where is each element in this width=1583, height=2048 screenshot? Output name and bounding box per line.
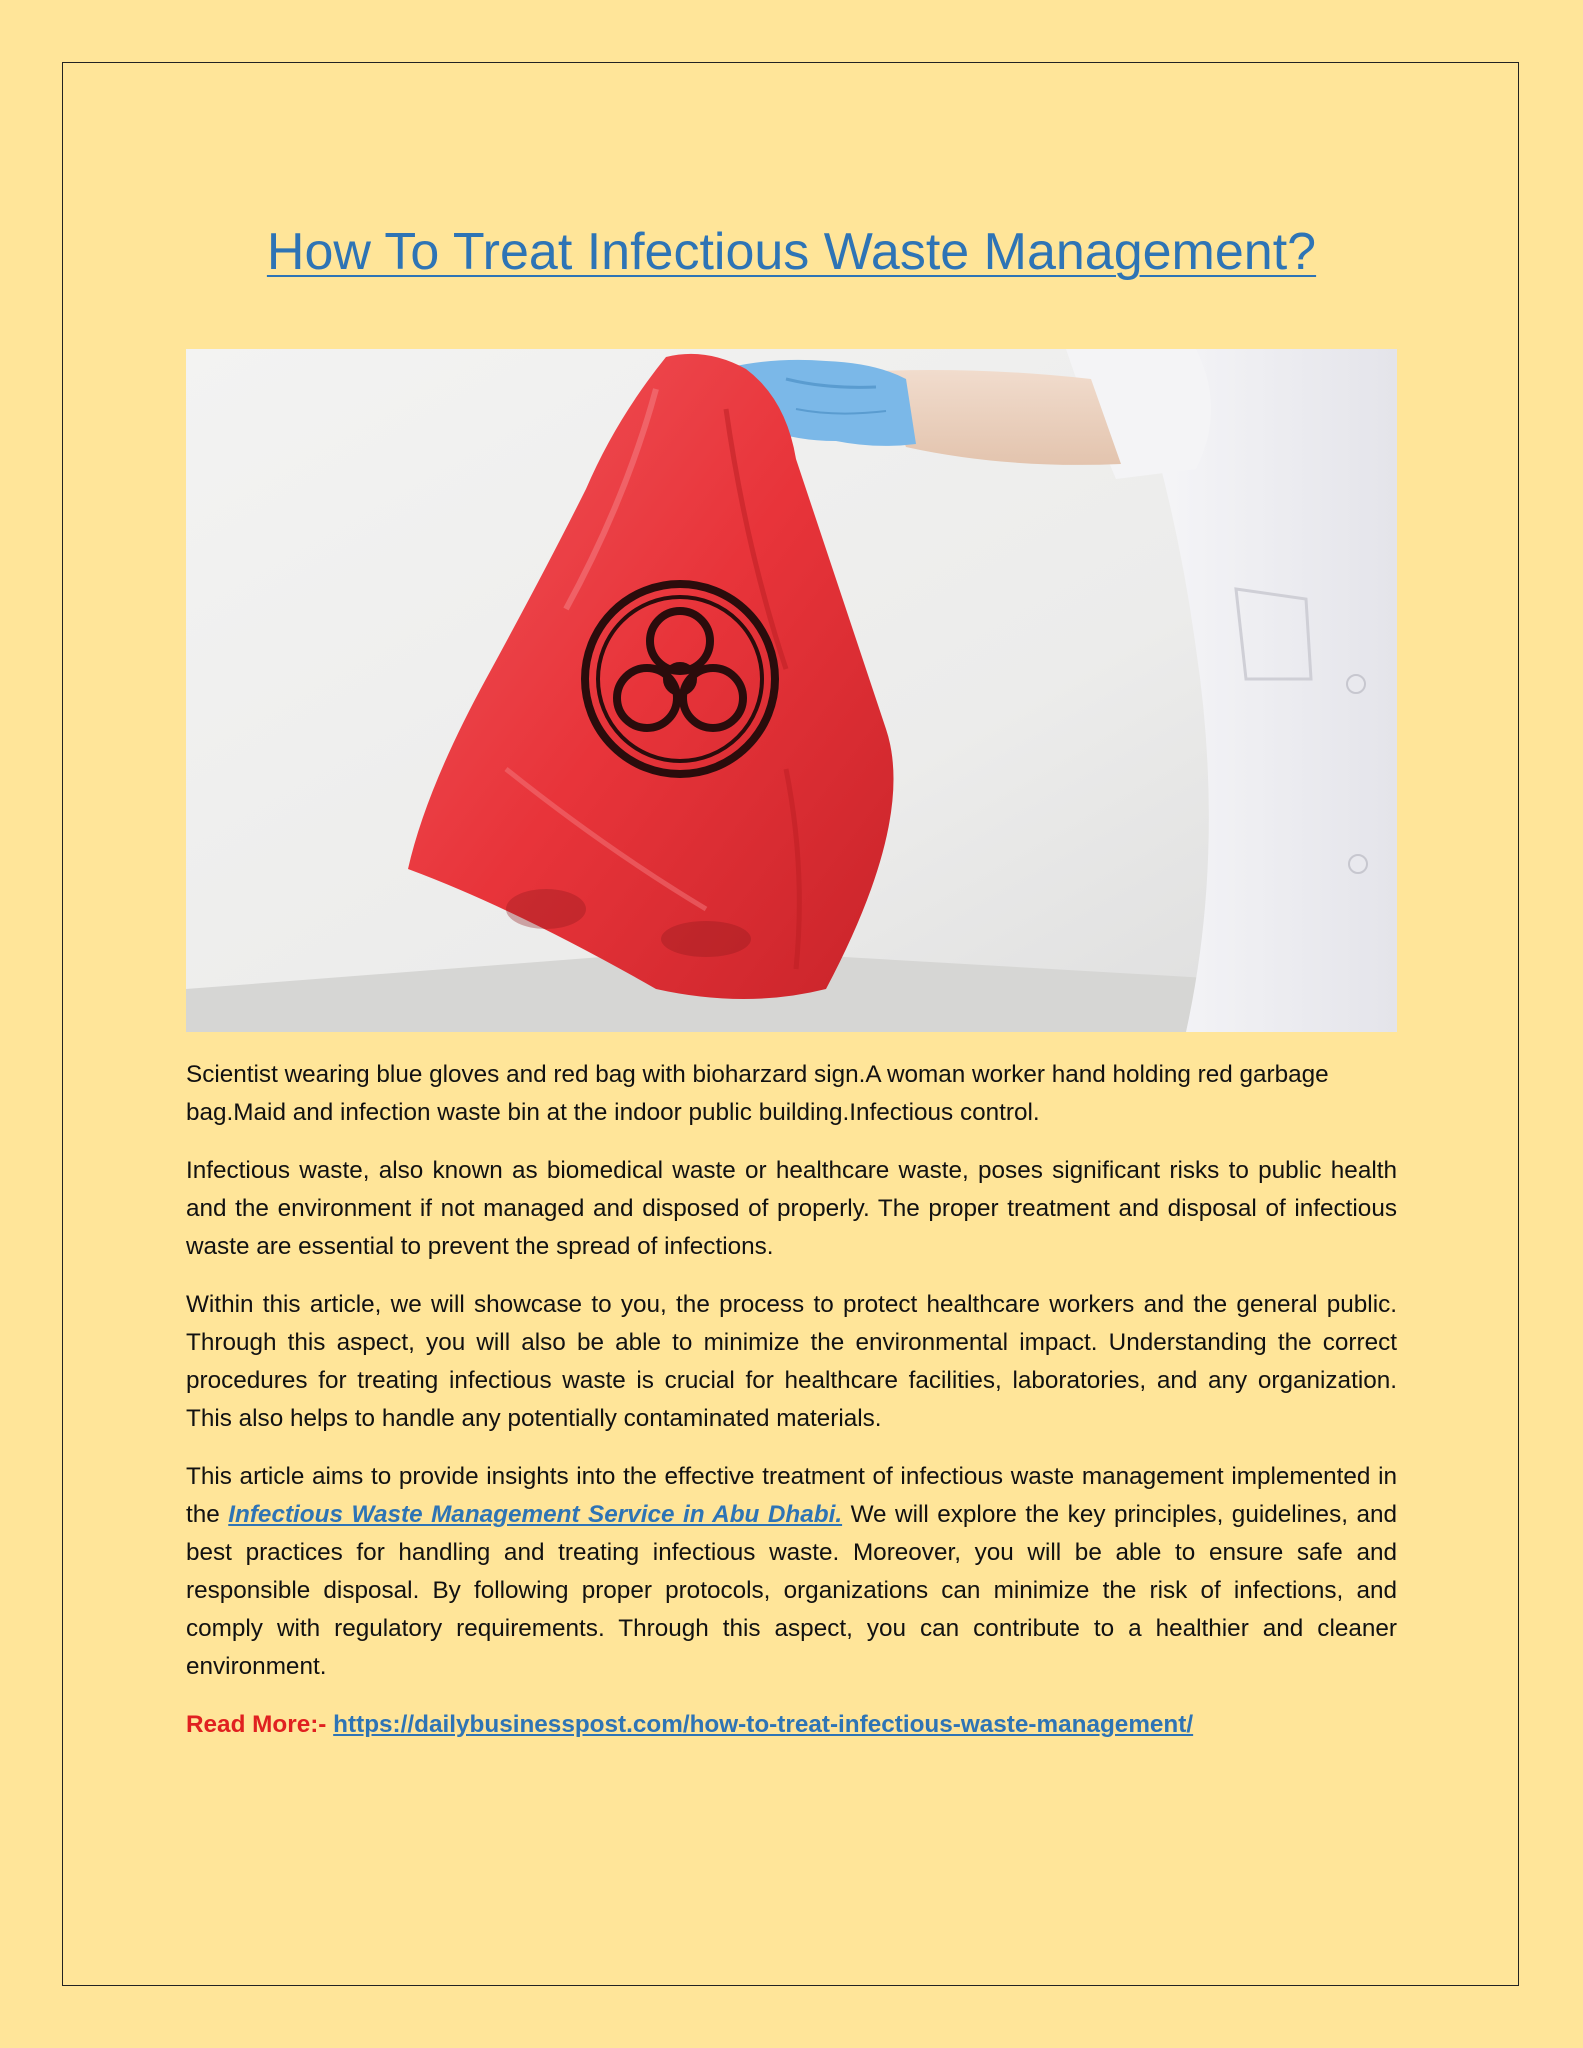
- service-link[interactable]: Infectious Waste Management Service in Abu Dhabi.: [228, 1501, 843, 1528]
- paragraph-purpose: Within this article, we will showcase to you, the process to protect healthcare workers and the general public. Through this aspect, you will also be able to minimize the environmental impact. Understanding the correct procedures for treating infectious waste is crucial for healthcare facilities, laboratories, and any organization. This also helps to handle any potentially contaminated materials.: [186, 1291, 1397, 1432]
- article-body: [186, 1056, 1397, 1764]
- read-more-line: [186, 1706, 1397, 1744]
- read-more-label: Read More:-: [186, 1711, 327, 1738]
- paragraph-insights: [186, 1458, 1397, 1686]
- read-more-link[interactable]: https://dailybusinesspost.com/how-to-treat-infectious-waste-management/: [333, 1711, 1194, 1738]
- paragraph-insights-text-before: This article aims to provide insights into the effective treatment of infectious waste management implemented in the: [186, 1463, 1397, 1528]
- biohazard-bag-photo: [186, 349, 1397, 1032]
- document-title: How To Treat Infectious Waste Management?: [266, 223, 1317, 281]
- paragraph-intro: Infectious waste, also known as biomedical waste or healthcare waste, poses significant risks to public health and the environment if not managed and disposed of properly. The proper treatment and disposal of infectious waste are essential to prevent the spread of infections.: [186, 1157, 1397, 1260]
- paragraph-insights-text-after: We will explore the key principles, guidelines, and best practices for handling and treating infectious waste. Moreover, you will be able to ensure safe and responsible disposal. By following proper protocols, organizations can minimize the risk of infections, and comply with regulatory requirements. Through this aspect, you can contribute to a healthier and cleaner environment.: [186, 1501, 1397, 1680]
- image-caption: Scientist wearing blue gloves and red bag with bioharzard sign.A woman worker hand holding red garbage bag.Maid and infection waste bin at the indoor public building.Infectious control.: [186, 1061, 1329, 1126]
